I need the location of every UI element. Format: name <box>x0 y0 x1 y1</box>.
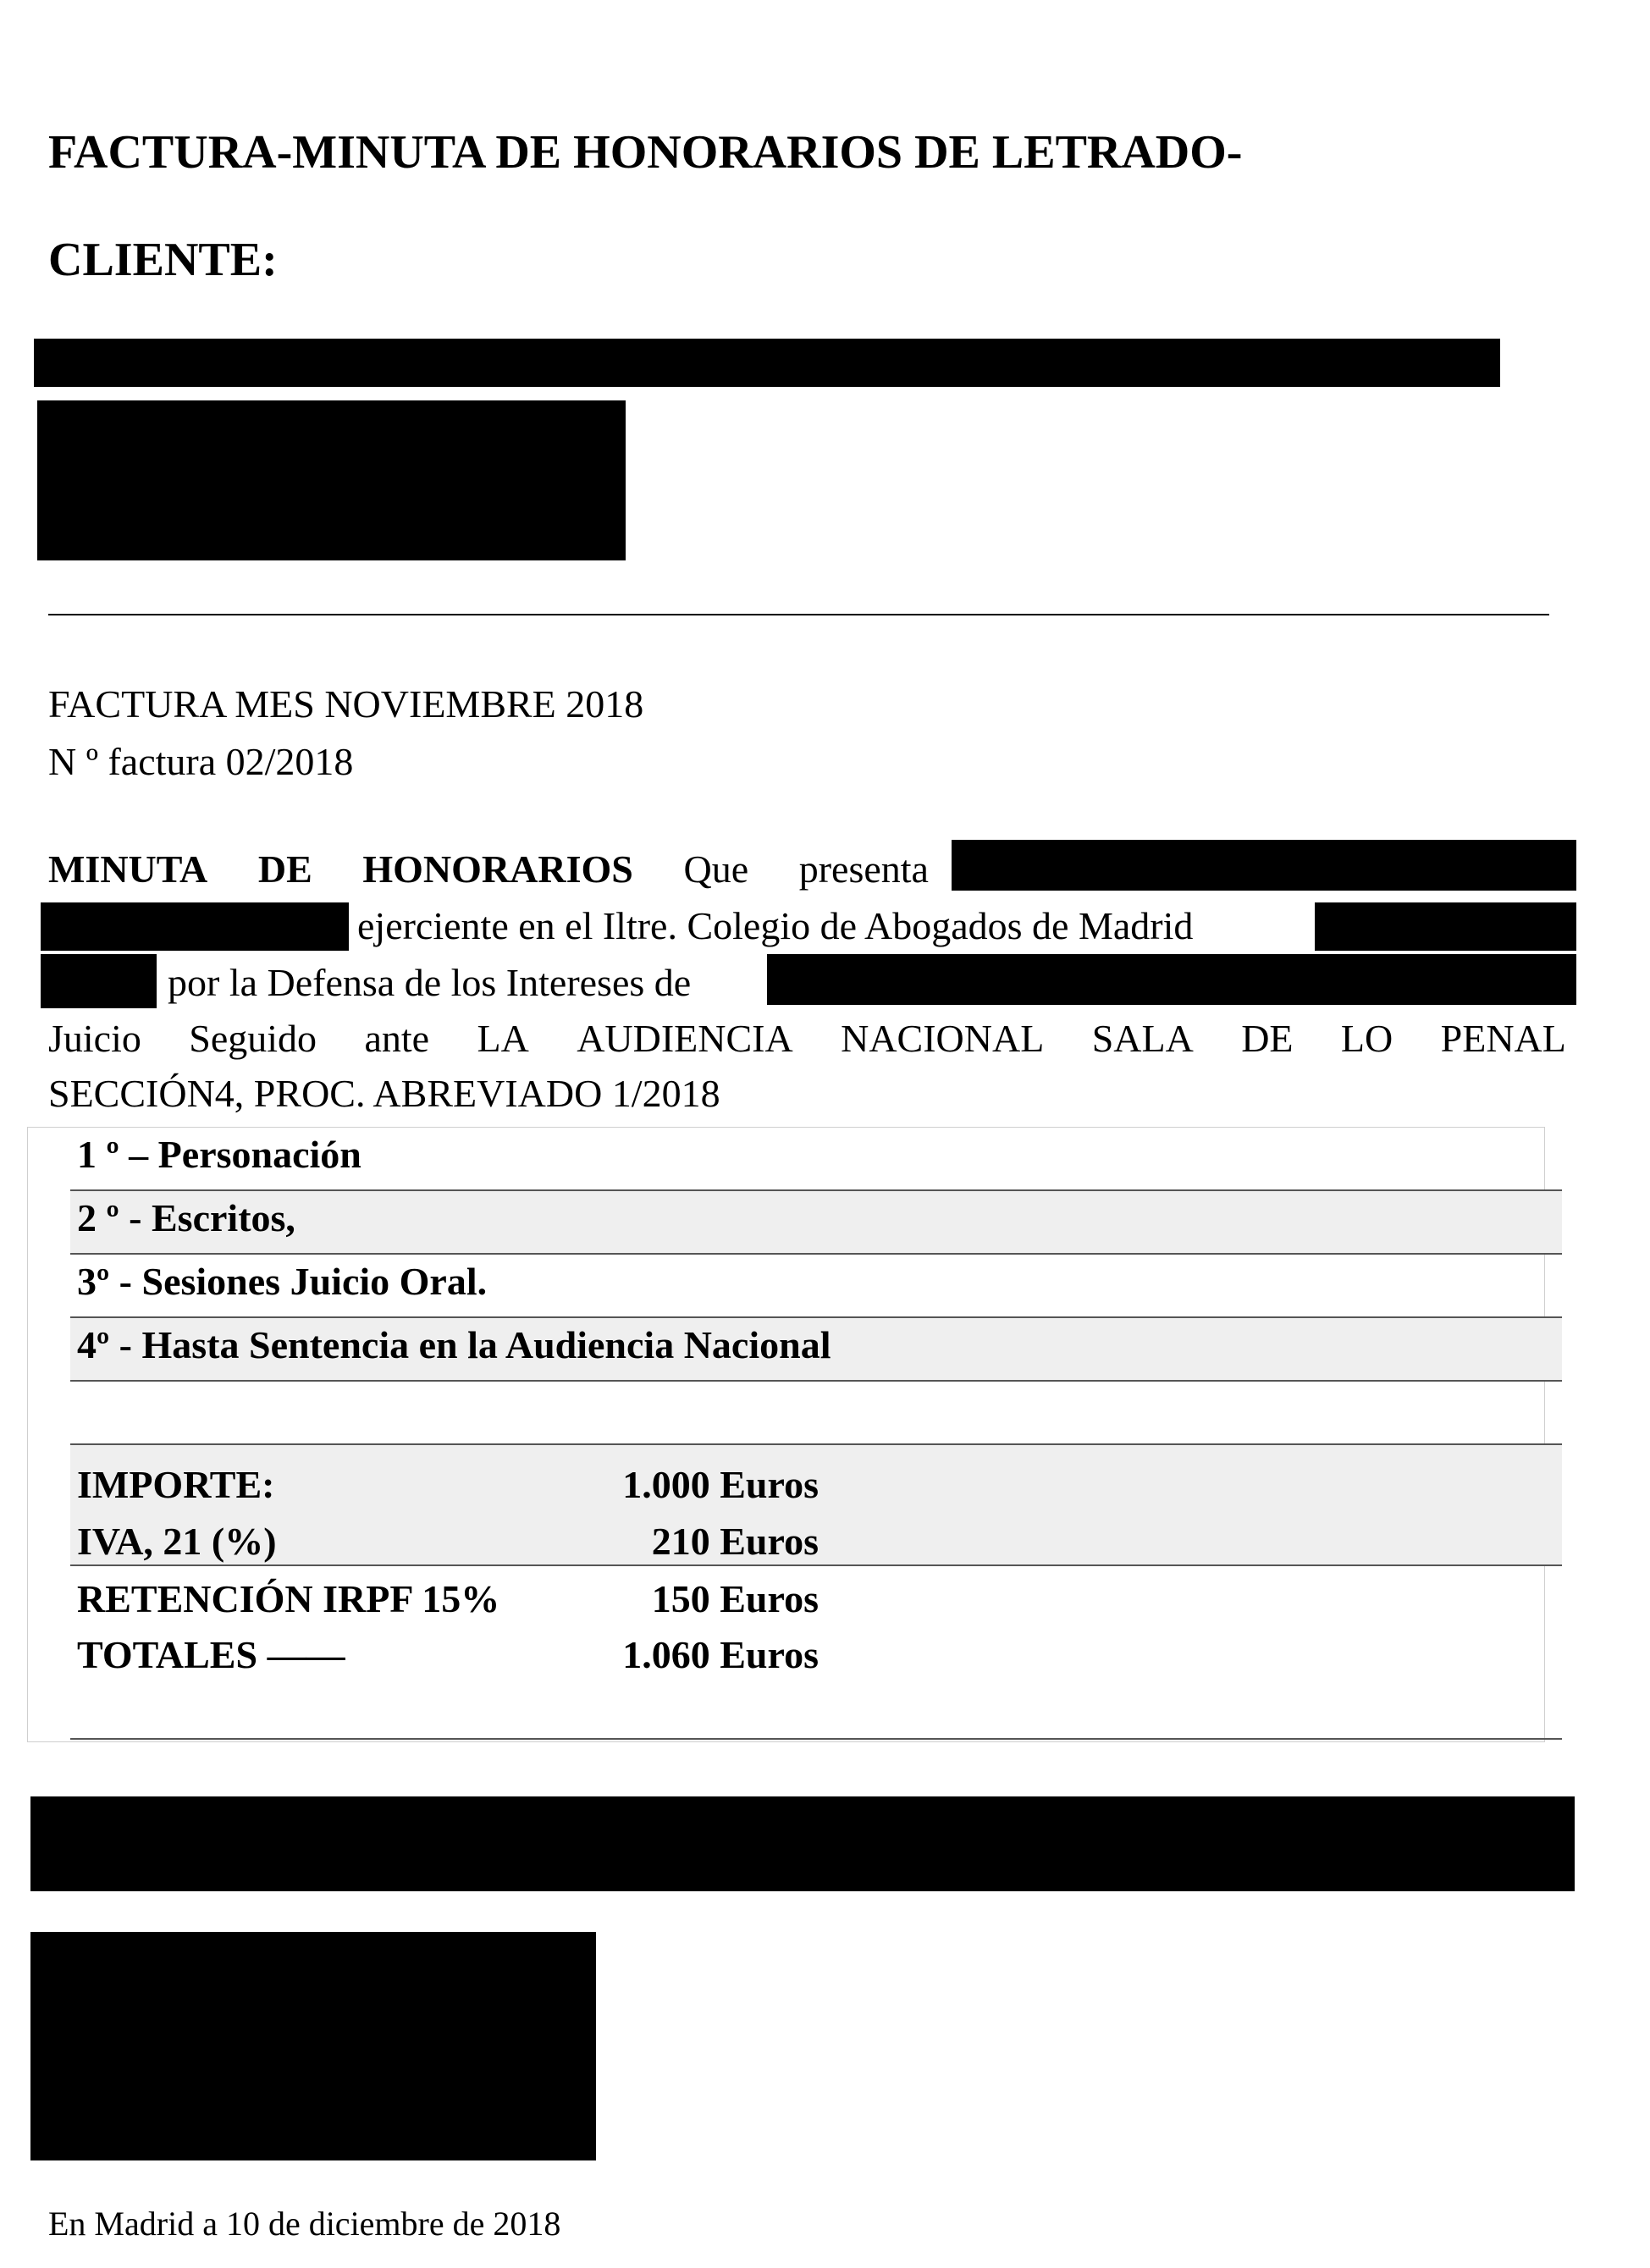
retencion-value: 150 Euros <box>651 1577 819 1620</box>
redaction-block <box>37 400 626 560</box>
redaction-block <box>34 339 1500 387</box>
minuta-word: presenta <box>798 847 929 891</box>
table-row <box>70 1191 1562 1255</box>
table-row <box>70 1445 1562 1566</box>
place-date: En Madrid a 10 de diciembre de 2018 <box>48 2205 561 2243</box>
iva-label: IVA, 21 (%) <box>77 1520 277 1563</box>
minuta-line-5: SECCIÓN4, PROC. ABREVIADO 1/2018 <box>48 1072 720 1115</box>
separator-line <box>48 614 1549 615</box>
minuta-line-3: por la Defensa de los Intereses de <box>168 961 692 1004</box>
minuta-line-1 <box>48 847 929 891</box>
item-label: 3º - Sesiones Juicio Oral. <box>77 1260 488 1303</box>
minuta-word: AUDIENCIA <box>577 1017 793 1060</box>
retencion-label: RETENCIÓN IRPF 15% <box>77 1577 500 1620</box>
table-row <box>70 1382 1562 1445</box>
client-label: CLIENTE: <box>48 234 278 286</box>
item-label: 2 º - Escritos, <box>77 1196 295 1239</box>
minuta-word: Juicio <box>48 1017 141 1060</box>
redaction-block <box>767 954 1576 1005</box>
minuta-word: SALA <box>1091 1017 1194 1060</box>
redaction-block <box>30 1932 596 2160</box>
redaction-block <box>1315 902 1576 951</box>
redaction-block <box>41 902 349 951</box>
minuta-line-2: ejerciente en el Iltre. Colegio de Abogados de Madrid <box>357 904 1194 947</box>
invoice-number: N º factura 02/2018 <box>48 740 354 783</box>
iva-value: 210 Euros <box>651 1520 819 1563</box>
table-row <box>70 1128 1562 1191</box>
redaction-block <box>41 954 157 1008</box>
minuta-word: NACIONAL <box>841 1017 1045 1060</box>
minuta-word: HONORARIOS <box>362 847 633 891</box>
minuta-word: Que <box>683 847 749 891</box>
minuta-word: MINUTA <box>48 847 208 891</box>
importe-label: IMPORTE: <box>77 1463 275 1506</box>
invoice-month: FACTURA MES NOVIEMBRE 2018 <box>48 682 644 726</box>
document-title: FACTURA-MINUTA DE HONORARIOS DE LETRADO- <box>48 126 1243 179</box>
importe-value: 1.000 Euros <box>622 1463 819 1506</box>
minuta-line-4 <box>48 1016 1566 1061</box>
minuta-word: ante <box>364 1017 430 1060</box>
item-label: 1 º – Personación <box>77 1133 361 1176</box>
totales-value: 1.060 Euros <box>622 1633 819 1676</box>
minuta-word: Seguido <box>189 1017 317 1060</box>
table-row <box>70 1318 1562 1382</box>
table-row <box>70 1566 1562 1740</box>
redaction-block <box>30 1796 1575 1891</box>
minuta-word: PENAL <box>1440 1017 1566 1060</box>
minuta-word: DE <box>1241 1017 1294 1060</box>
minuta-word: LO <box>1340 1017 1393 1060</box>
table-row <box>70 1255 1562 1318</box>
minuta-word: DE <box>257 847 312 891</box>
minuta-word: LA <box>477 1017 529 1060</box>
items-table <box>27 1127 1545 1742</box>
totales-label: TOTALES —— <box>77 1633 345 1676</box>
item-label: 4º - Hasta Sentencia en la Audiencia Nacional <box>77 1323 831 1366</box>
redaction-block <box>952 840 1576 891</box>
